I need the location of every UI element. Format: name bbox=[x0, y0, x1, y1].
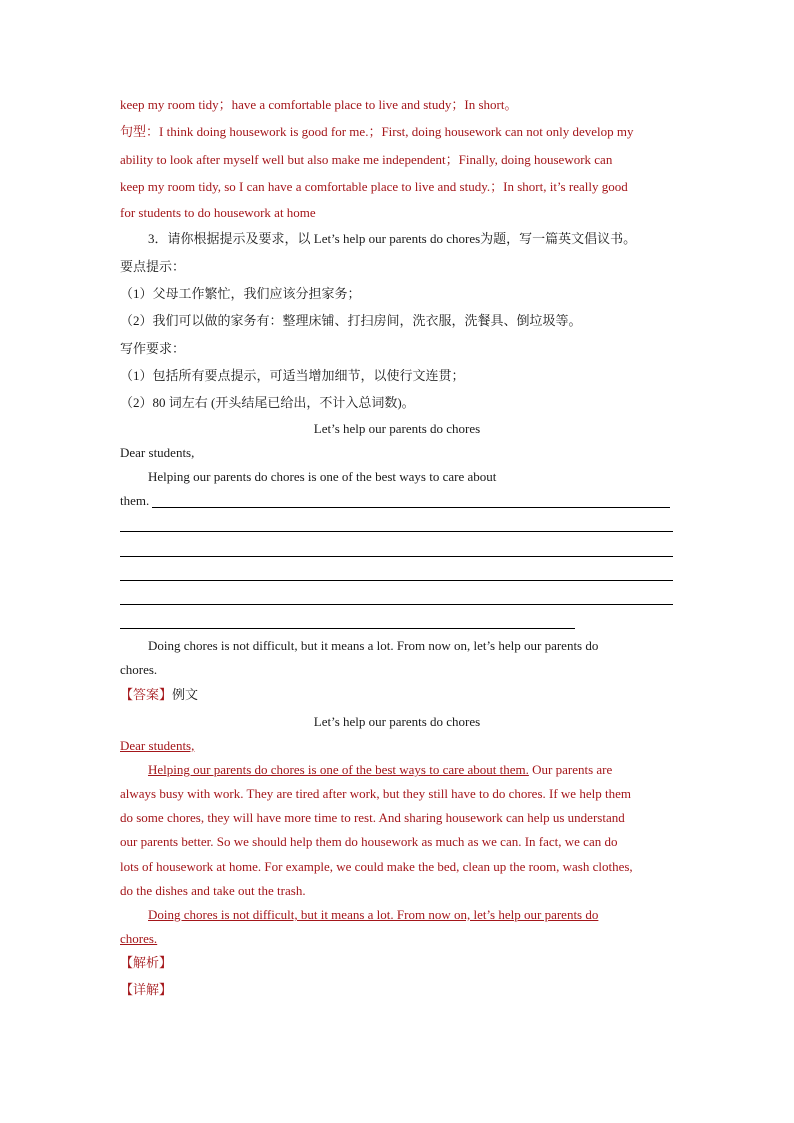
answer-closing-2: chores. bbox=[120, 931, 158, 946]
question-title: Let’s help our parents do chores bbox=[313, 421, 481, 436]
question-closing-1: Doing chores is not difficult, but it means a lot. From now on, let’s help our parents do bbox=[148, 638, 599, 653]
answer-line-6: do the dishes and take out the trash. bbox=[120, 883, 306, 898]
points-heading: 要点提示： bbox=[120, 259, 186, 274]
answer-line-5: lots of housework at home. For example, we could make the bed, clean up the room, wash clothes, bbox=[120, 859, 633, 874]
requirements-heading: 写作要求： bbox=[120, 341, 186, 356]
analysis-label: 【解析】 bbox=[120, 956, 173, 971]
answer-label-suffix: 例文 bbox=[172, 687, 199, 702]
cont-line-2 bbox=[120, 123, 674, 142]
answer-opening-underlined: Helping our parents do chores is one of the best ways to care about them. bbox=[148, 762, 529, 777]
q3-prompt: 3．请你根据提示及要求，以 Let’s help our parents do chores为题，写一篇英文倡议书。 bbox=[148, 231, 637, 246]
question-greeting: Dear students, bbox=[120, 445, 195, 460]
cont-line-4: keep my room tidy, so I can have a comfortable place to live and study.；In short, it’s really good bbox=[120, 179, 628, 194]
answer-line-1 bbox=[148, 761, 674, 779]
writing-line[interactable] bbox=[120, 531, 673, 532]
answer-closing-1: Doing chores is not difficult, but it means a lot. From now on, let’s help our parents do bbox=[148, 907, 599, 922]
writing-line[interactable] bbox=[120, 628, 575, 629]
writing-line[interactable] bbox=[152, 507, 670, 508]
requirement-2: （2）80 词左右 (开头结尾已给出，不计入总词数)。 bbox=[120, 395, 415, 410]
cont-line-3: ability to look after myself well but also make me independent；Finally, doing housework can bbox=[120, 152, 613, 167]
answer-label: 【答案】 bbox=[120, 688, 173, 703]
point-1: （1）父母工作繁忙，我们应该分担家务； bbox=[120, 286, 361, 301]
writing-line[interactable] bbox=[120, 580, 673, 581]
answer-greeting: Dear students, bbox=[120, 738, 195, 753]
writing-line[interactable] bbox=[120, 604, 673, 605]
cont-line-2-text: I think doing housework is good for me.；First, doing housework can not only develop my bbox=[159, 124, 634, 139]
question-them: them. bbox=[120, 493, 150, 508]
cont-line-1: keep my room tidy；have a comfortable place to live and study；In short。 bbox=[120, 97, 518, 112]
answer-heading bbox=[120, 686, 674, 705]
question-closing-2: chores. bbox=[120, 662, 158, 677]
answer-opening-rest: Our parents are bbox=[528, 762, 613, 777]
detail-label: 【详解】 bbox=[120, 983, 173, 998]
answer-title: Let’s help our parents do chores bbox=[313, 714, 481, 729]
point-2: （2）我们可以做的家务有：整理床铺、打扫房间，洗衣服，洗餐具、倒垃圾等。 bbox=[120, 313, 582, 328]
answer-line-3: do some chores, they will have more time to rest. And sharing housework can help us understand bbox=[120, 810, 625, 825]
question-opening: Helping our parents do chores is one of the best ways to care about bbox=[148, 469, 497, 484]
sentence-pattern-label: 句型： bbox=[120, 125, 160, 140]
answer-line-4: our parents better. So we should help them do housework as much as we can. In fact, we can do bbox=[120, 834, 618, 849]
requirement-1: （1）包括所有要点提示，可适当增加细节，以使行文连贯； bbox=[120, 368, 465, 383]
writing-line[interactable] bbox=[120, 556, 673, 557]
cont-line-5: for students to do housework at home bbox=[120, 205, 316, 220]
answer-line-2: always busy with work. They are tired after work, but they still have to do chores. If we help them bbox=[120, 786, 631, 801]
